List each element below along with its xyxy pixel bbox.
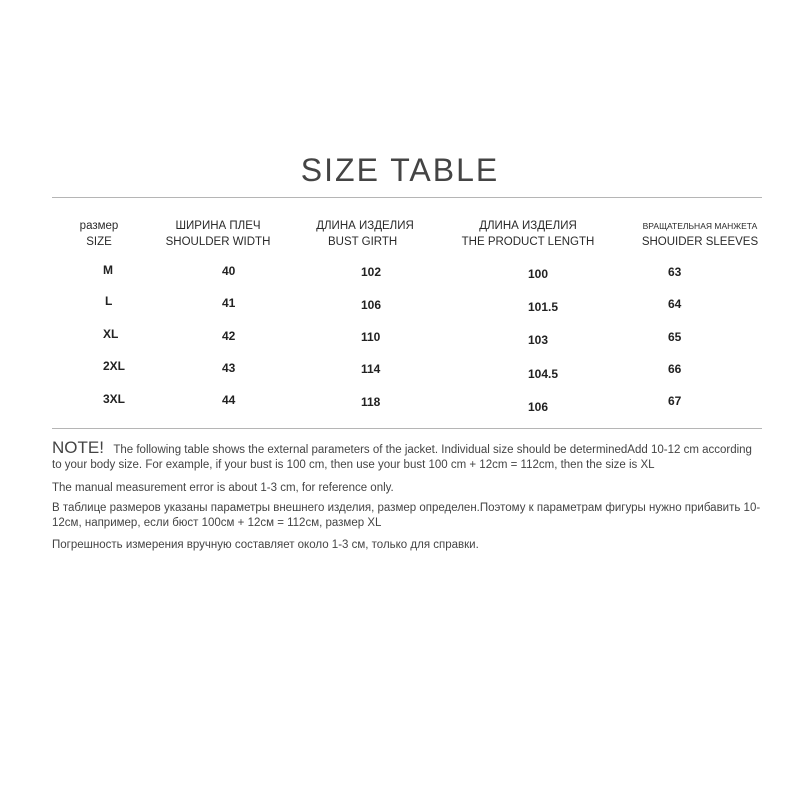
table-cell-bust: 106 — [361, 298, 382, 312]
header-shoulder-width-en: SHOULDER WIDTH — [165, 236, 271, 248]
table-cell-length: 101.5 — [528, 300, 559, 314]
header-shoulder-width — [158, 218, 278, 250]
table-bottom-divider — [52, 428, 762, 429]
table-cell-shoulder: 44 — [222, 393, 236, 407]
table-cell-shoulder: 40 — [222, 264, 236, 278]
page-title: SIZE TABLE — [300, 152, 500, 188]
header-product-length-ru: ДЛИНА ИЗДЕЛИЯ — [479, 220, 577, 232]
table-cell-size: M — [103, 263, 113, 277]
table-cell-sleeves: 64 — [668, 297, 682, 311]
header-bust-girth — [300, 218, 430, 250]
table-cell-shoulder: 43 — [222, 361, 236, 375]
header-shoulder-width-ru: ШИРИНА ПЛЕЧ — [175, 220, 261, 232]
table-cell-sleeves: 63 — [668, 265, 682, 279]
table-cell-sleeves: 65 — [668, 330, 682, 344]
header-product-length-en: THE PRODUCT LENGTH — [461, 236, 595, 248]
header-bust-girth-ru: ДЛИНА ИЗДЕЛИЯ — [316, 220, 414, 232]
table-cell-bust: 110 — [361, 330, 381, 344]
table-cell-size: L — [105, 294, 113, 308]
table-cell-sleeves: 66 — [668, 362, 682, 376]
note-english-error: The manual measurement error is about 1-3 cm, for reference only. — [52, 482, 394, 494]
table-cell-size: 2XL — [103, 359, 126, 373]
table-cell-shoulder: 42 — [222, 329, 236, 343]
header-product-length — [458, 218, 598, 250]
header-size — [68, 218, 130, 250]
note-label: NOTE! — [52, 438, 104, 457]
table-cell-shoulder: 41 — [222, 296, 236, 310]
header-size-en: SIZE — [86, 236, 112, 248]
note-russian-text: В таблице размеров указаны параметры внешнего изделия, размер определен.Поэтому к параметрам фигуры нужно прибавить 10-12см, например, если бюст 100см + 12см = 112см, размер XL — [52, 502, 761, 529]
table-cell-length: 103 — [528, 333, 549, 347]
table-cell-length: 100 — [528, 267, 549, 281]
table-cell-bust: 118 — [361, 395, 381, 409]
table-cell-bust: 114 — [361, 362, 381, 376]
table-cell-sleeves: 67 — [668, 394, 682, 408]
table-cell-size: XL — [103, 327, 119, 341]
table-cell-size: 3XL — [103, 392, 126, 406]
table-cell-bust: 102 — [361, 265, 382, 279]
header-sleeves — [632, 218, 768, 250]
table-cell-length: 106 — [528, 400, 549, 414]
header-sleeves-en: SHOUIDER SLEEVES — [641, 236, 759, 248]
note-russian-error: Погрешность измерения вручную составляет около 1-3 см, только для справки. — [52, 539, 479, 551]
header-size-ru: размер — [79, 220, 119, 232]
table-top-divider — [52, 197, 762, 198]
note-section — [52, 440, 762, 553]
header-sleeves-ru: ВРАЩАТЕЛЬНАЯ МАНЖЕТА — [642, 221, 758, 231]
note-english-text: The following table shows the external parameters of the jacket. Individual size should be determinedAdd 10-12 cm according to your body size. For example, if your bust is 100 cm, then use your bust 100 cm + 12cm = 112cm, then the size is XL — [52, 444, 752, 471]
table-cell-length: 104.5 — [528, 367, 559, 381]
header-bust-girth-en: BUST GIRTH — [328, 236, 398, 248]
